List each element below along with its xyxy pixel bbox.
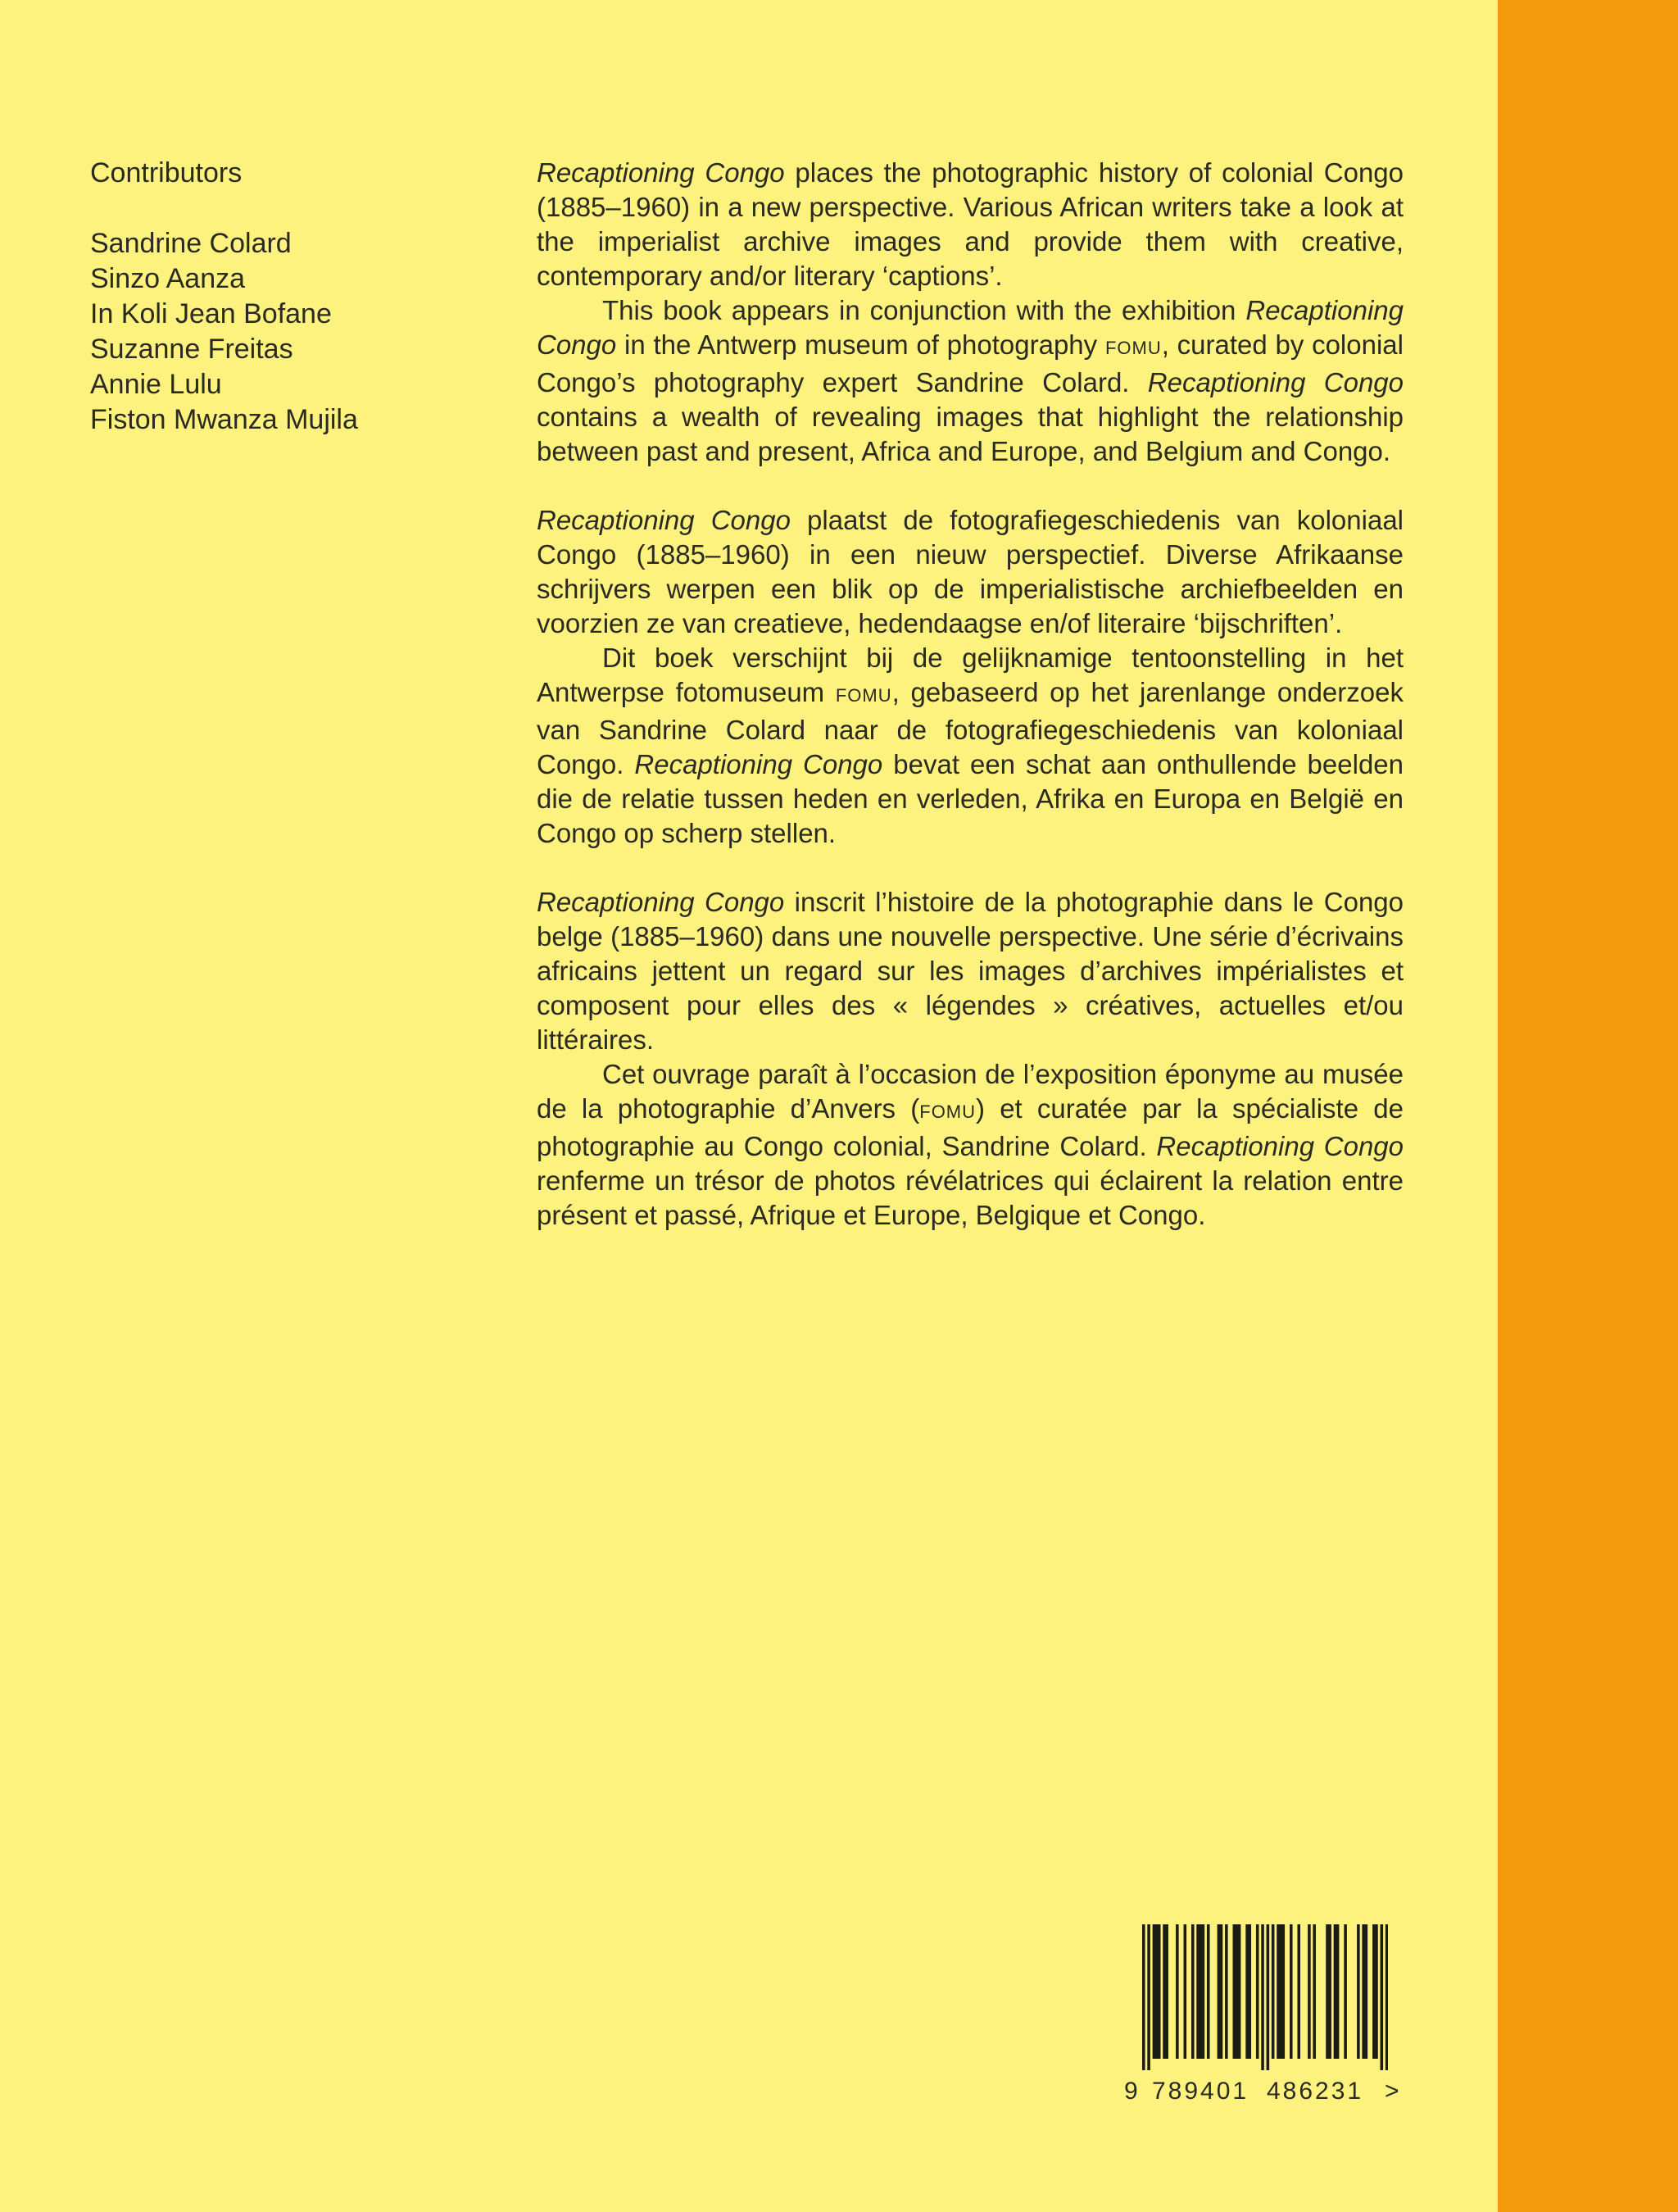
paragraph-text: places the photographic history of colonial Congo (1885–1960) in a new perspective. Various African writers take a look at the imperialist archive images and provide them with creative, contemporary and/or literary ‘captions’. xyxy=(537,157,1404,291)
barcode-bar xyxy=(1326,1924,1329,2059)
paragraph-text: in the Antwerp museum of photography xyxy=(616,329,1105,360)
isbn-barcode xyxy=(1124,1924,1407,2109)
book-title: Recaptioning Congo xyxy=(537,887,785,917)
book-title: Recaptioning Congo xyxy=(634,749,883,779)
barcode-bar xyxy=(1165,1924,1168,2059)
dutch-paragraph-2 xyxy=(537,641,1404,851)
barcode-bar xyxy=(1267,1924,1270,2070)
barcode-bar xyxy=(1236,1924,1239,2059)
description-dutch xyxy=(537,503,1404,851)
barcode-bar xyxy=(1184,1924,1187,2059)
barcode-bar xyxy=(1362,1924,1365,2059)
fomu-acronym: FOMU xyxy=(1104,338,1162,358)
barcode-bar xyxy=(1196,1924,1200,2059)
barcode-bar xyxy=(1225,1924,1228,2059)
book-description xyxy=(537,156,1404,1267)
barcode-bar xyxy=(1248,1924,1251,2059)
barcode-bar xyxy=(1381,1924,1384,2070)
barcode-bar xyxy=(1290,1924,1293,2059)
barcode-bar xyxy=(1233,1924,1236,2059)
barcode-bar xyxy=(1245,1924,1249,2059)
french-paragraph-1 xyxy=(537,885,1404,1057)
barcode-bar xyxy=(1372,1924,1376,2059)
english-paragraph-1 xyxy=(537,156,1404,293)
barcode-bar xyxy=(1220,1924,1223,2059)
isbn-group-right: 486231 xyxy=(1267,2078,1364,2105)
paragraph-text: , curated by colonial Congo’s photography expert Sandrine Colard. xyxy=(537,329,1404,397)
barcode-bar xyxy=(1176,1924,1179,2059)
paragraph-text: Cet ouvrage paraît à l’occasion de l’exposition éponyme au musée de la photographie d’Anvers ( xyxy=(537,1059,1404,1124)
paragraph-text: renferme un trésor de photos révélatrices qui éclairent la relation entre présent et passé, Afrique et Europe, Belgique et Congo. xyxy=(537,1165,1404,1230)
barcode-bar xyxy=(1207,1924,1210,2059)
fomu-acronym: FOMU xyxy=(919,1101,977,1122)
barcode-bar xyxy=(1297,1924,1300,2059)
english-paragraph-2 xyxy=(537,293,1404,469)
barcode-bar xyxy=(1155,1924,1159,2059)
paragraph-text: plaatst de fotografiegeschiedenis van koloniaal Congo (1885–1960) in een nieuw perspectief. Diverse Afrikaanse schrijvers werpen een blik op de imperialistische archiefbeelden en voorzien ze van creatieve, hedendaagse en/of literaire ‘bijschriften’. xyxy=(537,505,1404,638)
barcode-bar xyxy=(1277,1924,1280,2059)
paragraph-text: This book appears in conjunction with the exhibition xyxy=(602,295,1246,325)
barcode-bar xyxy=(1334,1924,1337,2059)
barcode-bar xyxy=(1218,1924,1221,2059)
dutch-paragraph-1 xyxy=(537,503,1404,641)
book-title: Recaptioning Congo xyxy=(1147,367,1404,397)
description-french xyxy=(537,885,1404,1233)
barcode-bar xyxy=(1202,1924,1205,2059)
quiet-zone-marker: > xyxy=(1385,2078,1399,2105)
paragraph-text: ) et curatée par la spécialiste de photographie au Congo colonial, Sandrine Colard. xyxy=(537,1093,1404,1161)
contributor-name: Sandrine Colard xyxy=(90,228,292,259)
barcode-bar xyxy=(1191,1924,1195,2059)
paragraph-text: , gebaseerd op het jarenlange onderzoek van Sandrine Colard naar de fotografiegeschiedenis van koloniaal Congo. xyxy=(537,677,1404,779)
paragraph-text: inscrit l’histoire de la photographie dans le Congo belge (1885–1960) dans une nouvelle perspective. Une série d’écrivains africains jettent un regard sur les images d’archives impérialistes et composent pour elles des « légendes » créatives, actuelles et/ou littéraires. xyxy=(537,887,1404,1055)
fomu-acronym: FOMU xyxy=(835,685,892,706)
barcode-bar xyxy=(1272,1924,1275,2059)
paragraph-text: Dit boek verschijnt bij de gelijknamige tentoonstelling in het Antwerpse fotomuseum xyxy=(537,643,1404,707)
barcode-bar xyxy=(1256,1924,1259,2059)
barcode-bar xyxy=(1153,1924,1156,2059)
french-paragraph-2 xyxy=(537,1057,1404,1233)
barcode-bar xyxy=(1308,1924,1311,2059)
barcode-bar xyxy=(1279,1924,1282,2059)
book-spine xyxy=(1498,0,1678,2212)
book-title: Recaptioning Congo xyxy=(1156,1131,1404,1161)
barcode-bar xyxy=(1365,1924,1368,2059)
barcode-bar xyxy=(1147,1924,1150,2070)
barcode-bars xyxy=(1142,1924,1388,2070)
barcode-bar xyxy=(1163,1924,1166,2059)
isbn-lead-digit: 9 xyxy=(1124,2078,1138,2105)
barcode-bar xyxy=(1282,1924,1286,2059)
contributor-name: Annie Lulu xyxy=(90,369,222,400)
book-title: Recaptioning Congo xyxy=(537,505,791,535)
barcode-bar xyxy=(1142,1924,1145,2070)
description-english xyxy=(537,156,1404,469)
barcode-bar xyxy=(1375,1924,1378,2059)
contributor-name: Fiston Mwanza Mujila xyxy=(90,404,358,435)
barcode-bar xyxy=(1313,1924,1316,2059)
barcode-bar xyxy=(1199,1924,1202,2059)
contributors-heading: Contributors xyxy=(90,157,243,188)
contributors-list xyxy=(90,156,483,438)
barcode-bar xyxy=(1357,1924,1360,2059)
barcode-bar xyxy=(1385,1924,1388,2070)
book-title: Recaptioning Congo xyxy=(537,295,1404,360)
barcode-bar xyxy=(1158,1924,1161,2059)
barcode-bar xyxy=(1261,1924,1264,2070)
paragraph-text: contains a wealth of revealing images that highlight the relationship between past and present, Africa and Europe, and Belgium and Congo. xyxy=(537,402,1404,466)
isbn-group-left: 789401 xyxy=(1152,2078,1249,2105)
paragraph-text: bevat een schat aan onthullende beelden die de relatie tussen heden en verleden, Afrika en Europa en België en Congo op scherp stellen. xyxy=(537,749,1404,848)
contributor-name: Suzanne Freitas xyxy=(90,334,293,365)
book-title: Recaptioning Congo xyxy=(537,157,785,188)
barcode-bar xyxy=(1238,1924,1241,2059)
barcode-bar xyxy=(1336,1924,1340,2059)
barcode-bar xyxy=(1344,1924,1347,2059)
contributor-name: Sinzo Aanza xyxy=(90,263,246,294)
contributor-name: In Koli Jean Bofane xyxy=(90,298,332,329)
barcode-bar xyxy=(1328,1924,1331,2059)
